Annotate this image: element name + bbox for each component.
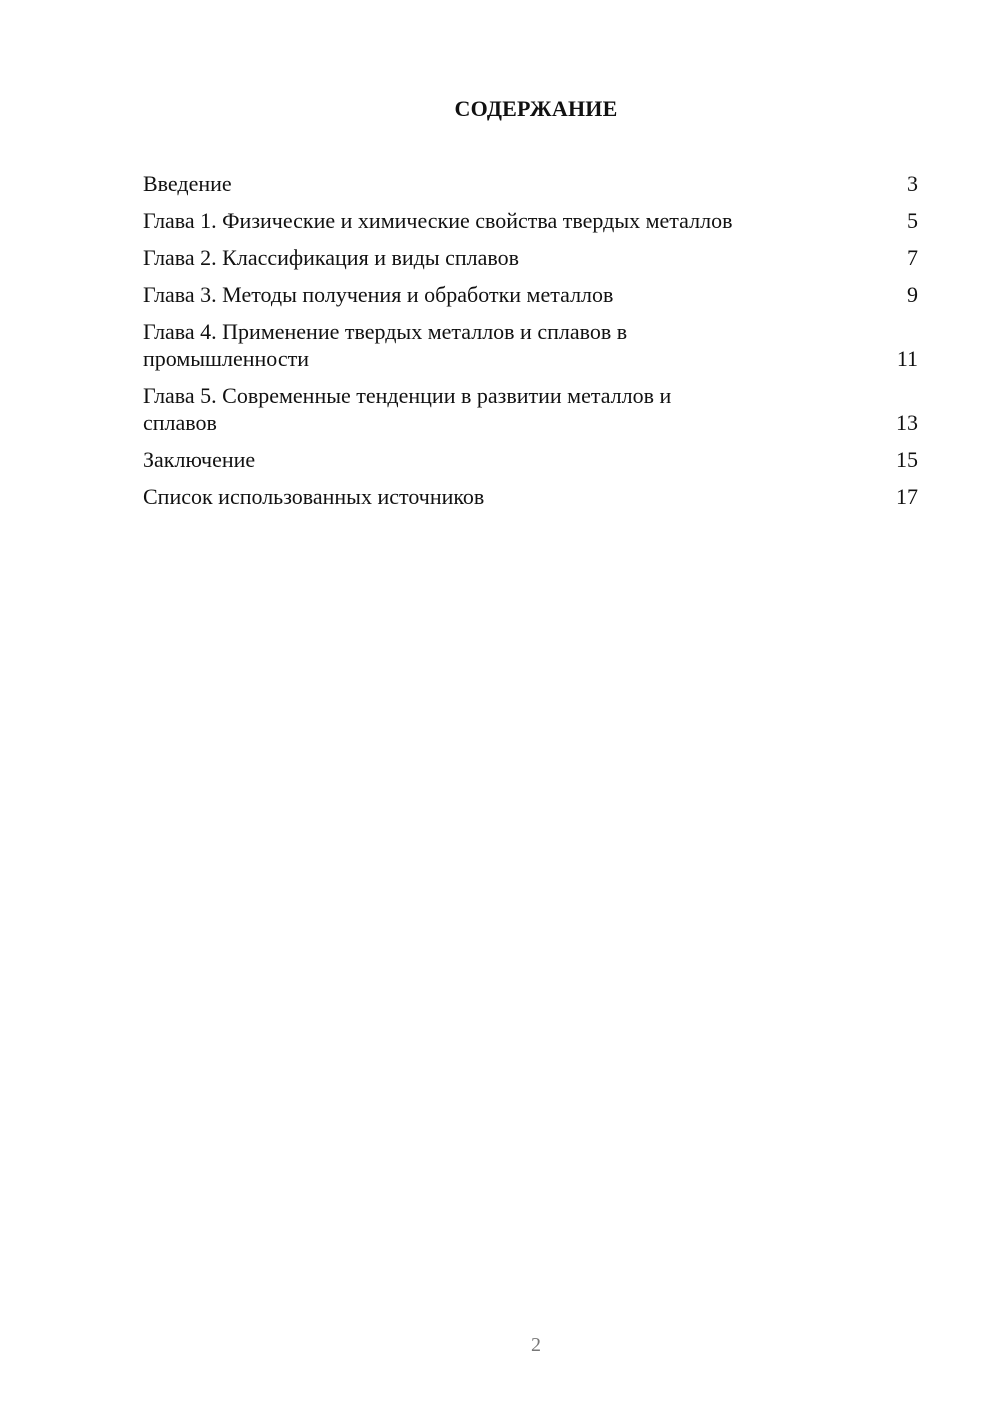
toc-entry-page: 17 [896,484,918,509]
toc-entry-label: Глава 5. Современные тенденции в развитии металлов и сплавов [143,383,672,435]
toc-entry-page: 5 [907,208,918,233]
toc-entry-page: 13 [896,410,918,435]
table-of-contents [143,170,918,520]
toc-entry-page: 7 [907,245,918,270]
toc-entry-references [143,483,918,510]
toc-entry-label: Глава 2. Классификация и виды сплавов [143,245,520,270]
toc-entry-chapter-3 [143,281,918,308]
toc-entry-label: Глава 1. Физические и химические свойства твердых металлов [143,208,733,233]
toc-entry-page: 15 [896,447,918,472]
toc-entry-chapter-4 [143,318,918,372]
toc-entry-label: Глава 4. Применение твердых металлов и сплавов в промышленности [143,319,628,371]
toc-entry-label: Список использованных источников [143,484,485,509]
toc-entry-page: 9 [907,282,918,307]
toc-entry-page: 3 [907,171,918,196]
toc-entry-chapter-5 [143,382,918,436]
toc-entry-introduction [143,170,918,197]
toc-entry-page: 11 [896,346,918,371]
toc-entry-label: Глава 3. Методы получения и обработки металлов [143,282,614,307]
toc-entry-label: Заключение [143,447,256,472]
page-number: 2 [531,1334,541,1356]
toc-entry-chapter-1 [143,207,918,234]
toc-entry-chapter-2 [143,244,918,271]
page-title: СОДЕРЖАНИЕ [454,96,618,121]
toc-entry-conclusion [143,446,918,473]
toc-entry-label: Введение [143,171,232,196]
